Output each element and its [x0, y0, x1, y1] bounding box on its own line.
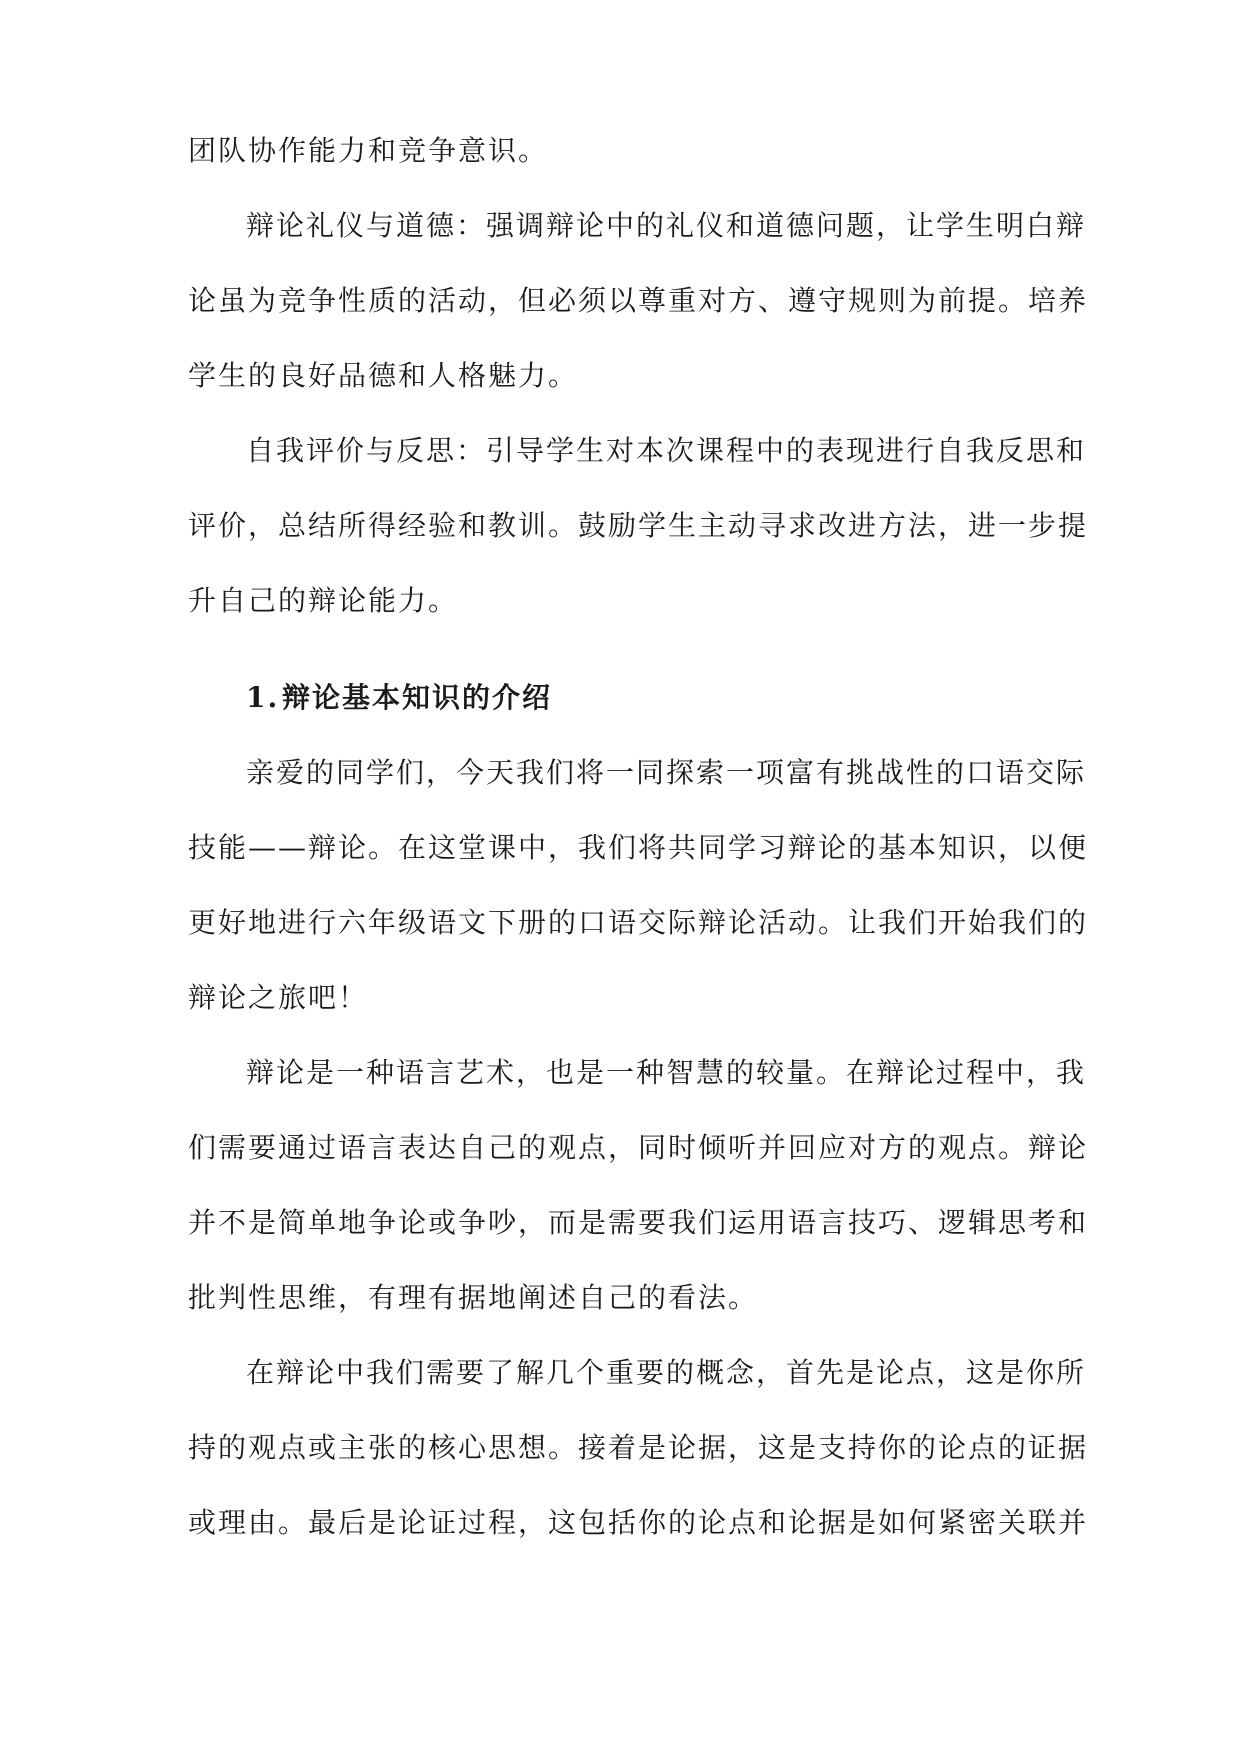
- paragraph-line: 们需要通过语言表达自己的观点，同时倾听并回应对方的观点。辩论: [188, 1131, 1089, 1164]
- paragraph-line: 升自己的辩论能力。: [188, 584, 459, 617]
- paragraph-line: 团队协作能力和竞争意识。: [188, 134, 549, 167]
- section-number: 1.: [246, 681, 280, 714]
- paragraph-line: 论虽为竞争性质的活动，但必须以尊重对方、遵守规则为前提。培养: [188, 284, 1089, 317]
- section-gap: [188, 655, 1054, 677]
- paragraph-line: 评价，总结所得经验和教训。鼓励学生主动寻求改进方法，进一步提: [188, 509, 1089, 542]
- paragraph-line: 在辩论中我们需要了解几个重要的概念，首先是论点，这是你所: [246, 1356, 1087, 1389]
- paragraph-line: 辩论是一种语言艺术，也是一种智慧的较量。在辩论过程中，我: [246, 1056, 1087, 1089]
- paragraph-line: 或理由。最后是论证过程，这包括你的论点和论据是如何紧密关联并: [188, 1506, 1089, 1539]
- paragraph-line: 批判性思维，有理有据地阐述自己的看法。: [188, 1281, 759, 1314]
- section-heading: [188, 677, 1054, 752]
- paragraph-line: 技能——辩论。在这堂课中，我们将共同学习辩论的基本知识，以便: [188, 831, 1089, 864]
- paragraph-line: 并不是简单地争论或争吵，而是需要我们运用语言技巧、逻辑思考和: [188, 1206, 1089, 1239]
- paragraph-line: 更好地进行六年级语文下册的口语交际辩论活动。让我们开始我们的: [188, 906, 1089, 939]
- document-body: [188, 130, 1089, 1577]
- paragraph-line: 辩论礼仪与道德：强调辩论中的礼仪和道德问题，让学生明白辩: [246, 209, 1087, 242]
- paragraph-line: 持的观点或主张的核心思想。接着是论据，这是支持你的论点的证据: [188, 1431, 1089, 1464]
- paragraph-line: 辩论之旅吧！: [188, 981, 369, 1014]
- paragraph-line: 亲爱的同学们，今天我们将一同探索一项富有挑战性的口语交际: [246, 756, 1087, 789]
- paragraph-line: 学生的良好品德和人格魅力。: [188, 359, 579, 392]
- section-title: 辩论基本知识的介绍: [282, 681, 553, 714]
- paragraph-line: 自我评价与反思：引导学生对本次课程中的表现进行自我反思和: [246, 434, 1087, 467]
